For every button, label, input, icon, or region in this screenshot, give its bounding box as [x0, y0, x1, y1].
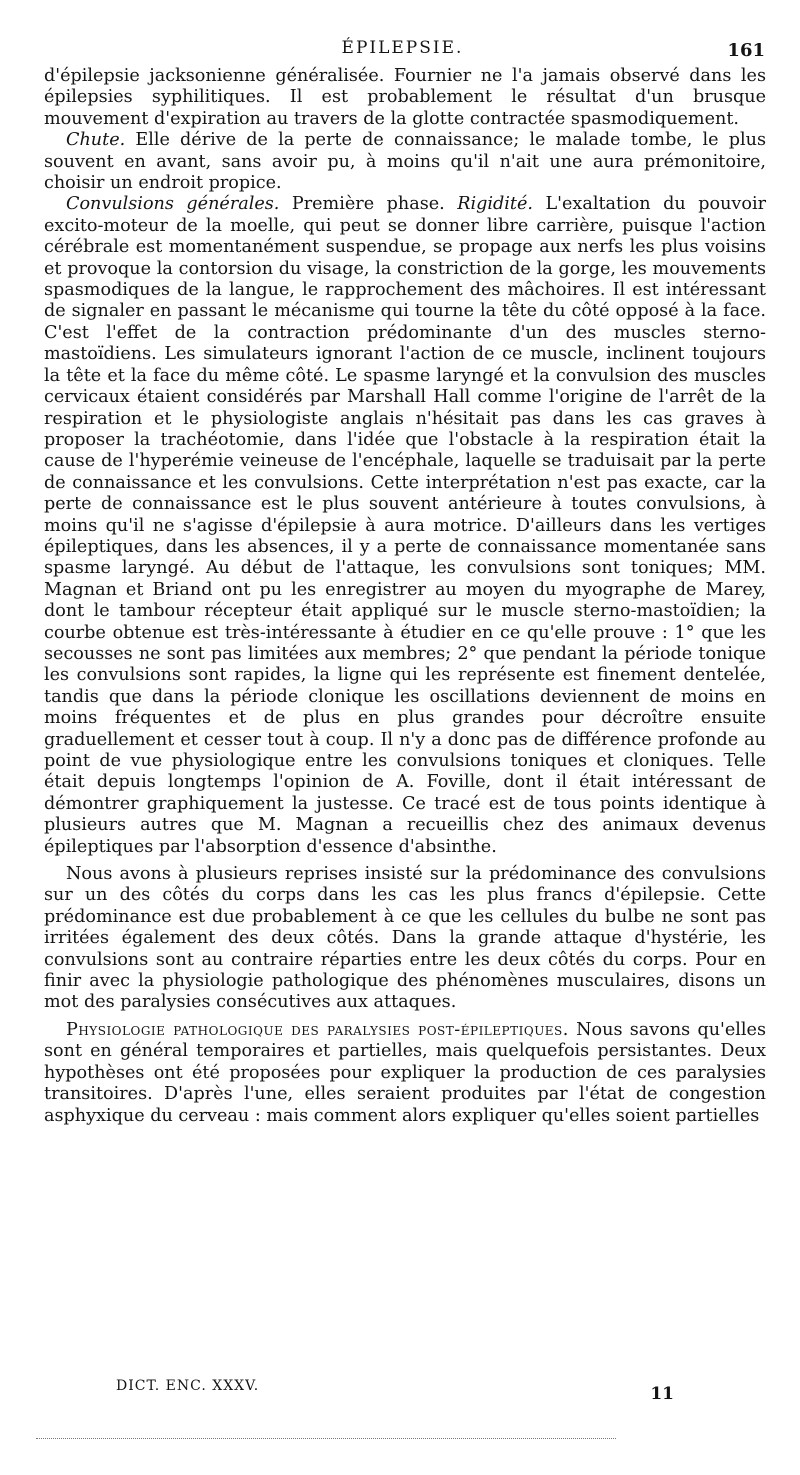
bottom-dotted-rule: [36, 1438, 616, 1439]
paragraph-1-text: d'épilepsie jacksonienne généralisée. Fournier ne l'a jamais observé dans les épilepsies syphilitiques. Il est probablement le résultat d'un brusque mouvement d'expiration au travers de la glotte contractée spasmodiquement.: [44, 66, 766, 129]
run-in-heading-chute: Chute.: [66, 130, 126, 151]
phase-label: Première phase.: [279, 194, 458, 215]
paragraph-1: [44, 66, 766, 130]
section-heading-paralysies: Physiologie pathologique des paralysies post-épileptiques.: [66, 1019, 569, 1040]
signature-line: [44, 1378, 766, 1408]
signature-number: 11: [650, 1384, 674, 1404]
running-title: ÉPILEPSIE.: [341, 38, 464, 58]
body-text: [44, 66, 766, 1127]
paragraph-chute: [44, 130, 766, 194]
running-header: [40, 36, 765, 66]
paragraph-convulsions-text: L'exaltation du pouvoir excito-moteur de la moelle, qui peut se donner libre carrière, puisque l'action cérébrale est momentanément suspendue, se propage aux nerfs les plus voisins et provoque la contorsion du visage, la constriction de la gorge, les mouvements spasmodiques de la langue, le rapprochement des mâchoires. Il est intéressant de signaler en passant le mécanisme qui tourne la tête du côté opposé à la face. C'est l'effet de la contraction prédominante d'un des muscles sterno-mastoïdiens. Les simulateurs ignorant l'action de ce muscle, inclinent toujours la tête et la face du même côté. Le spasme laryngé et la convulsion des muscles cervicaux étaient considérés par Marshall Hall comme l'origine de l'arrêt de la respiration et le physiologiste anglais n'hésitait pas dans les cas graves à proposer la trachéotomie, dans l'idée que l'obstacle à la respiration était la cause de l'hyperémie veineuse de l'encéphale, laquelle se traduisait par la perte de connaissance et les convulsions. Cette interprétation n'est pas exacte, car la perte de connaissance est le plus souvent antérieure à toutes convulsions, à moins qu'il ne s'agisse d'épilepsie à aura motrice. D'ailleurs dans les vertiges épileptiques, dans les absences, il y a perte de connaissance momentanée sans spasme laryngé. Au début de l'attaque, les convulsions sont toniques; MM. Magnan et Briand ont pu les enregistrer au moyen du myographe de Marey, dont le tambour récepteur était appliqué sur le muscle sterno-mastoïdien; la courbe obtenue est très-intéressante à étudier en ce qu'elle prouve : 1° que les secousses ne sont pas limitées aux membres; 2° que pendant la période tonique les convulsions sont rapides, la ligne qui les représente est finement dentelée, tandis que dans la période clonique les oscillations deviennent de moins en moins fréquentes et de plus en plus grandes pour décroître ensuite graduellement et cesser tout à coup. Il n'y a donc pas de différence profonde au point de vue physiologique entre les convulsions toniques et cloniques. Telle était depuis longtemps l'opinion de A. Foville, dont il était intéressant de démontrer graphiquement la justesse. Ce tracé est de tous points identique à plusieurs autres que M. Magnan a recueillis chez des animaux devenus épileptiques par l'absorption d'essence d'absinthe.: [44, 194, 766, 857]
paragraph-predominance-text: Nous avons à plusieurs reprises insisté sur la prédominance des convulsions sur un des côtés du corps dans les cas les plus francs d'épilepsie. Cette prédominance est due probablement à ce que les cellules du bulbe ne sont pas irritées également des deux côtés. Dans la grande attaque d'hystérie, les convulsions sont au contraire réparties entre les deux côtés du corps. Pour en finir avec la physiologie pathologique des phénomènes musculaires, disons un mot des paralysies consécutives aux attaques.: [44, 864, 766, 1013]
run-in-heading-rigidite: Rigidité.: [457, 194, 533, 215]
paragraph-convulsions: [44, 194, 766, 858]
signature-mark: DICT. ENC. XXXV.: [116, 1378, 260, 1394]
paragraph-predominance: [44, 864, 766, 1014]
page-number: 161: [727, 40, 765, 61]
paragraph-paralysies-text: Nous savons qu'elles sont en général temporaires et partielles, mais quelquefois persistantes. Deux hypothèses ont été proposées pour expliquer la production de ces paralysies transitoires. D'après l'une, elles seraient produites par l'état de congestion asphyxique du cerveau : mais comment alors expliquer qu'elles soient partielles: [44, 1019, 766, 1126]
paragraph-paralysies: [44, 1020, 766, 1127]
paragraph-chute-text: Elle dérive de la perte de connaissance; le malade tombe, le plus souvent en avant, sans avoir pu, à moins qu'il n'ait une aura prémonitoire, choisir un endroit propice.: [44, 130, 766, 194]
run-in-heading-convulsions: Convulsions générales.: [66, 194, 280, 215]
